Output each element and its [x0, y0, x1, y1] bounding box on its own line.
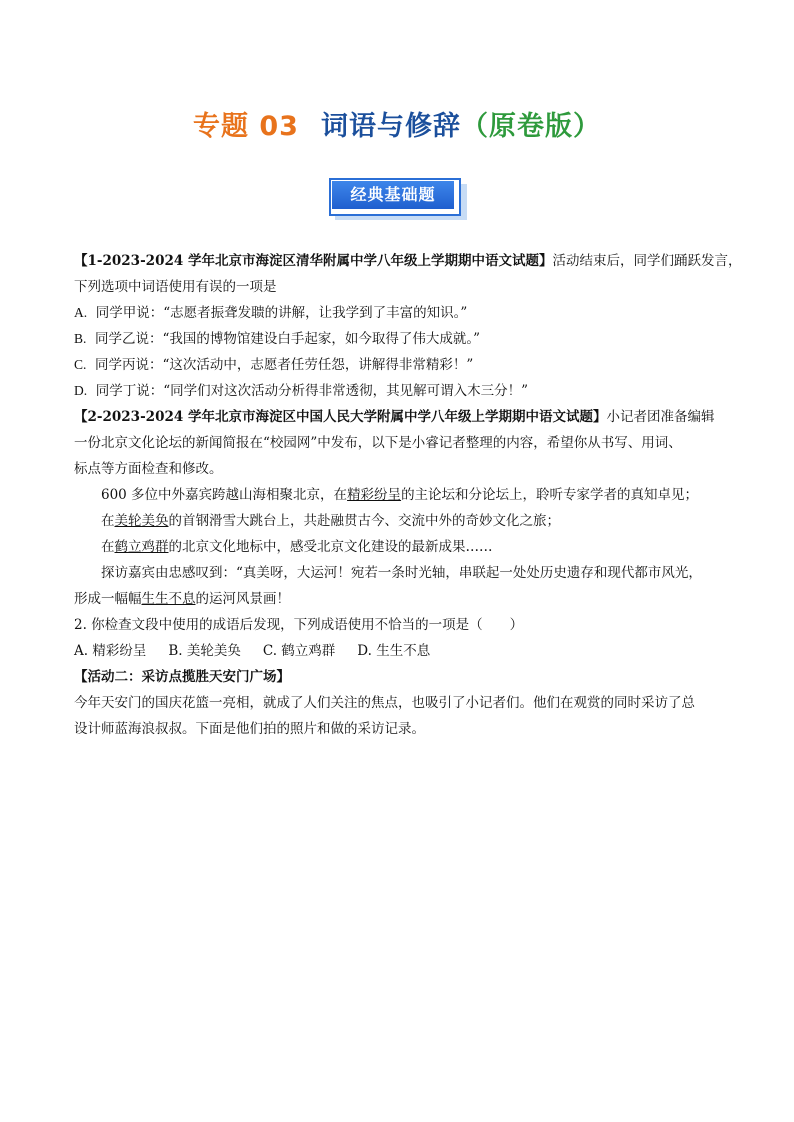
q1-source: 【1-2023-2024 学年北京市海淀区清华附属中学八年级上学期期中语文试题】	[74, 253, 553, 269]
passage-text: 探访嘉宾由忠感叹到：“真美呀，大运河！宛若一条时光轴，串联起一处处历史遗存和现代都市风光，	[101, 565, 702, 581]
page-title	[0, 104, 794, 143]
underlined-idiom: 鹤立鸡群	[114, 539, 169, 555]
q1-option-a	[74, 300, 728, 326]
title-topic-name: 词语与修辞	[320, 111, 461, 142]
q2-choices	[74, 638, 728, 664]
section-badge	[327, 176, 471, 224]
passage-text: 形成一幅幅	[74, 591, 142, 607]
q2-stem-a: 小记者团准备编辑	[606, 409, 715, 425]
passage-text: 600 多位中外嘉宾跨越山海相聚北京，在	[101, 487, 348, 503]
q1-stem-line	[74, 274, 728, 300]
q2-passage-line-3	[74, 534, 728, 560]
q2-stem-line-3	[74, 456, 728, 482]
underlined-idiom: 美轮美奂	[114, 513, 169, 529]
option-label: D.	[74, 383, 88, 398]
activity-text: 今年天安门的国庆花篮一亮相，就成了人们关注的焦点，也吸引了小记者们。他们在观赏的同时采访了总	[74, 695, 695, 711]
passage-text: 的主论坛和分论坛上，聆听专家学者的真知卓见；	[401, 487, 699, 503]
document-body	[74, 248, 742, 742]
q2-passage-line-1	[74, 482, 728, 508]
title-topic-number: 专题 03	[193, 111, 299, 142]
q2-passage-line-5	[74, 586, 728, 612]
passage-text: 的北京文化地标中，感受北京文化建设的最新成果……	[168, 539, 493, 555]
q1-option-b	[74, 326, 728, 352]
option-text: 同学乙说：“我国的博物馆建设白手起家，如今取得了伟大成就。”	[94, 331, 481, 347]
passage-text: 的首钢滑雪大跳台上，共赴融贯古今、交流中外的奇妙文化之旅；	[168, 513, 560, 529]
option-text: 同学丁说：“同学们对这次活动分析得非常透彻，其见解可谓入木三分！”	[95, 383, 529, 399]
q2-passage-line-4	[74, 560, 728, 586]
activity-title	[74, 664, 728, 690]
option-label: A.	[74, 305, 88, 320]
activity-line-2	[74, 716, 728, 742]
q2-stem-c: 标点等方面检查和修改。	[74, 461, 223, 477]
q1-stem-b: 下列选项中词语使用有误的一项是	[74, 279, 277, 295]
passage-text: 在	[101, 539, 115, 555]
q2-stem-b: 一份北京文化论坛的新闻简报在“校园网”中发布，以下是小睿记者整理的内容，希望你从书写、用词、	[74, 435, 682, 451]
question-text: 2. 你检查文段中使用的成语后发现，下列成语使用不恰当的一项是（ ）	[74, 617, 524, 633]
underlined-idiom: 精彩纷呈	[347, 487, 402, 503]
underlined-idiom: 生生不息	[141, 591, 196, 607]
activity-text: 设计师蓝海浪叔叔。下面是他们拍的照片和做的采访记录。	[74, 721, 425, 737]
q2-source: 【2-2023-2024 学年北京市海淀区中国人民大学附属中学八年级上学期期中语文试题】	[74, 409, 607, 425]
q2-passage-line-2	[74, 508, 728, 534]
choice-c: C. 鹤立鸡群	[262, 643, 336, 659]
passage-text: 在	[101, 513, 115, 529]
q1-option-c	[74, 352, 728, 378]
q1-stem-a: 活动结束后，同学们踊跃发言，	[552, 253, 742, 269]
choice-d: D. 生生不息	[357, 643, 431, 659]
option-text: 同学丙说：“这次活动中，志愿者任劳任怨，讲解得非常精彩！”	[94, 357, 474, 373]
title-edition: （原卷版）	[460, 111, 601, 142]
q1-header-line	[74, 248, 742, 274]
choice-b: B. 美轮美奂	[168, 643, 241, 659]
activity-title-text: 【活动二：采访点揽胜天安门广场】	[74, 669, 290, 685]
option-text: 同学甲说：“志愿者振聋发聩的讲解，让我学到了丰富的知识。”	[95, 305, 468, 321]
q1-option-d	[74, 378, 728, 404]
passage-text: 的运河风景画！	[195, 591, 290, 607]
option-label: C.	[74, 357, 87, 372]
q2-stem-line-2	[74, 430, 728, 456]
activity-line-1	[74, 690, 728, 716]
q2-question	[74, 612, 728, 638]
q2-header-line	[74, 404, 728, 430]
badge-label: 经典基础题	[350, 185, 436, 204]
option-label: B.	[74, 331, 87, 346]
choice-a: A. 精彩纷呈	[74, 643, 147, 659]
